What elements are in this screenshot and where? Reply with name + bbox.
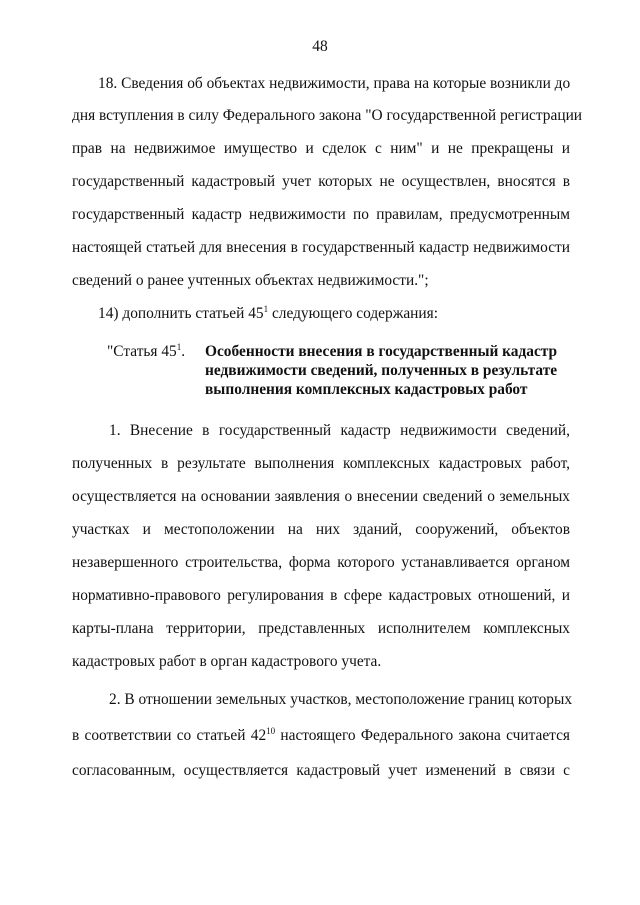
- para18-line-6: настоящей статьей для внесения в государственный кадастр недвижимости: [72, 239, 570, 256]
- article-label-superscript: 1: [176, 342, 182, 352]
- part1-line-2: полученных в результате выполнения комплексных кадастровых работ,: [72, 455, 570, 472]
- article-title-line-3: выполнения комплексных кадастровых работ: [205, 381, 528, 398]
- part1-line-1: 1. Внесение в государственный кадастр недвижимости сведений,: [109, 422, 570, 439]
- part2-line-3: согласованным, осуществляется кадастровый учет изменений в связи с: [72, 762, 570, 779]
- part1-line-8: кадастровых работ в орган кадастрового учета.: [72, 653, 382, 670]
- item14-superscript: 1: [263, 304, 269, 314]
- para18-line-5: государственный кадастр недвижимости по правилам, предусмотренным: [72, 206, 570, 223]
- page-number: 48: [312, 38, 328, 55]
- part1-line-4: участках и местоположении на них зданий, сооружений, объектов: [72, 521, 570, 538]
- para18-line-1: 18. Сведения об объектах недвижимости, права на которые возникли до: [98, 75, 571, 92]
- para18-line-7: сведений о ранее учтенных объектах недвижимости.";: [72, 272, 429, 289]
- part1-line-5: незавершенного строительства, форма которого устанавливается органом: [72, 554, 570, 571]
- item14-text-before: 14) дополнить статьей 45: [98, 305, 264, 322]
- part2-superscript: 10: [266, 726, 276, 736]
- article-title-line-1: Особенности внесения в государственный кадастр: [205, 343, 558, 360]
- item14-text-after: следующего содержания:: [268, 305, 438, 322]
- article-label: "Статья $45^1$.: [107, 342, 186, 360]
- article-title-line-2: недвижимости сведений, полученных в результате: [205, 362, 558, 379]
- para18-line-2: дня вступления в силу Федерального закона "О государственной регистрации: [72, 107, 583, 124]
- part2-line-1: 2. В отношении земельных участков, местоположение границ которых: [109, 691, 573, 708]
- part1-line-7: карты-плана территории, представленных исполнителем комплексных: [72, 620, 570, 637]
- para18-line-3: прав на недвижимое имущество и сделок с ним" и не прекращены и: [72, 140, 570, 157]
- part1-line-3: осуществляется на основании заявления о внесении сведений о земельных: [72, 488, 570, 505]
- item14-line: [98, 305, 570, 323]
- para18-line-4: государственный кадастровый учет которых не осуществлен, вносятся в: [72, 173, 570, 190]
- part1-line-6: нормативно-правового регулирования в сфере кадастровых отношений, и: [72, 587, 570, 604]
- part2-line-2: в соответствии со статьей $42^{10}$ настоящего Федерального закона считается: [72, 726, 570, 744]
